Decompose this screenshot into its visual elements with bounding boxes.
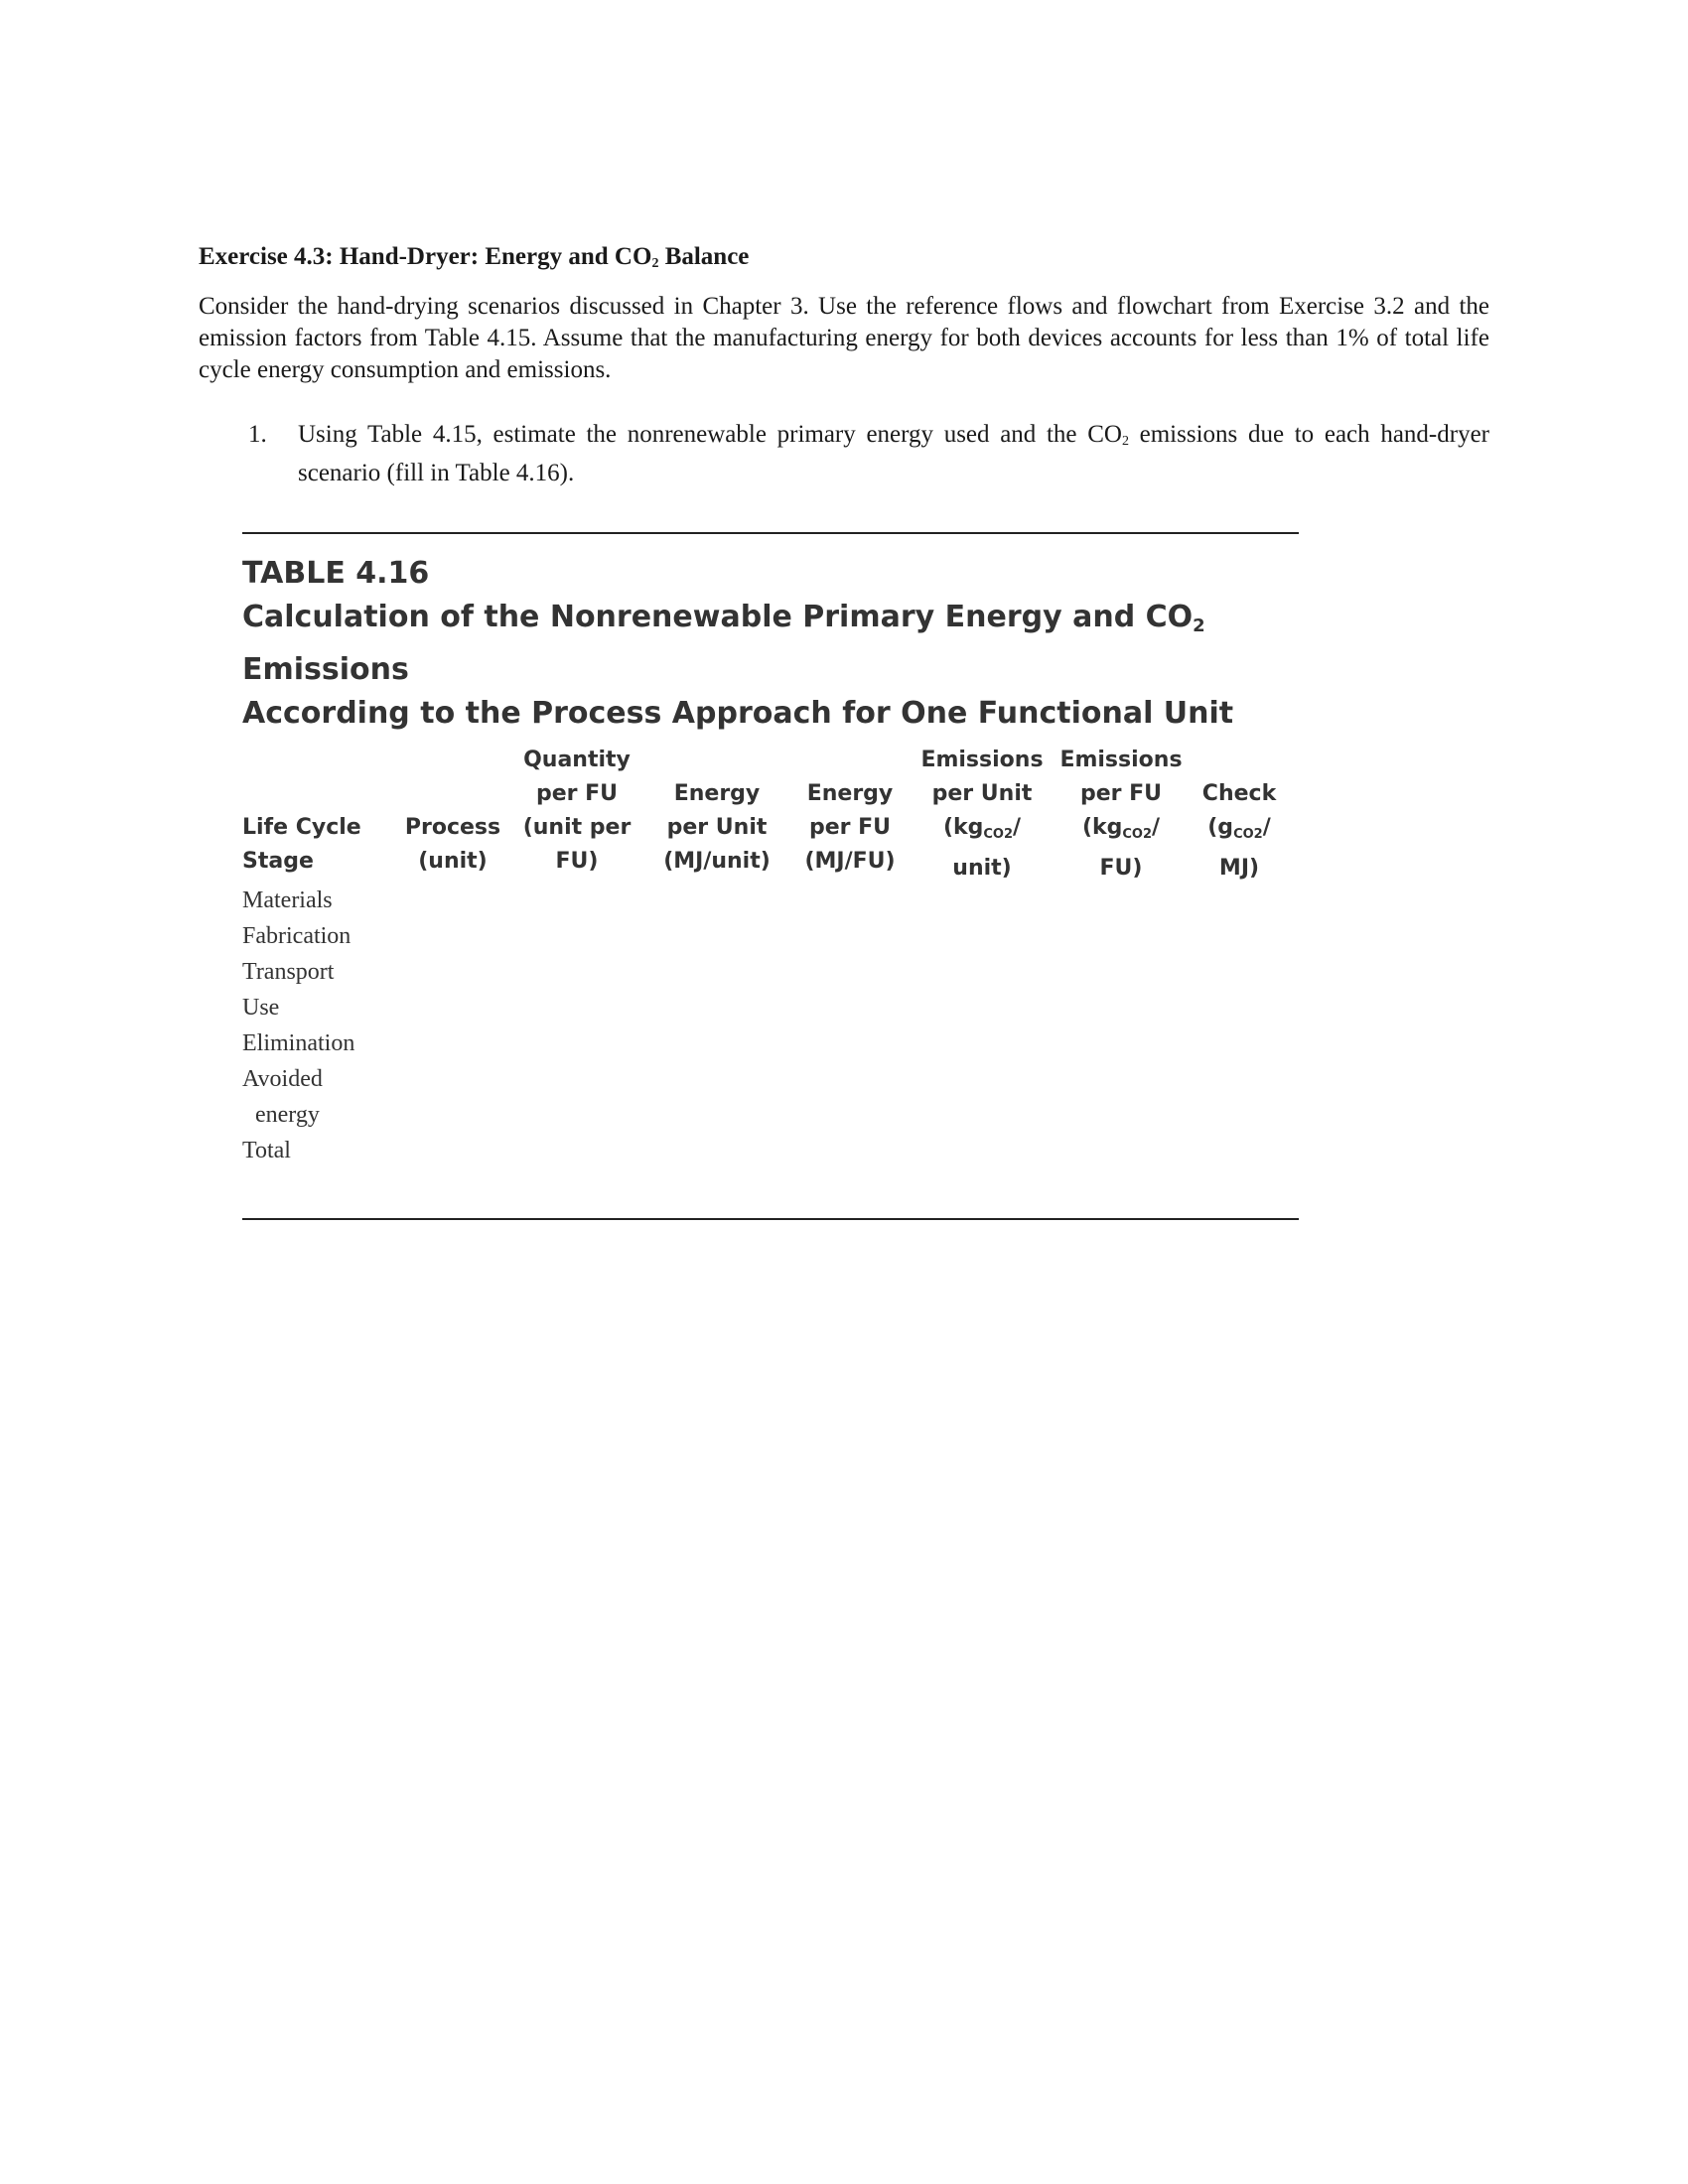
question-1: 1. Using Table 4.15, estimate the nonrenewable primary energy used and the $CO_2$ emissions due to each hand-dryer scenario (fill in Table 4.16). bbox=[248, 421, 1490, 486]
stage-transport: Transport bbox=[242, 959, 335, 985]
exercise-intro: Consider the hand-drying scenarios discussed in Chapter 3. Use the reference flows and flowchart from Exercise 3.2 and the emission factors from Table 4.15. Assume that the manufacturing energy for both devices accounts for less than 1% of total life cycle energy consumption and emissions. bbox=[199, 293, 1489, 383]
table-top-rule bbox=[242, 532, 1299, 534]
stage-total: Total bbox=[242, 1138, 291, 1163]
question-number: 1. bbox=[248, 421, 267, 448]
table-label: TABLE 4.16 bbox=[242, 556, 430, 591]
stage-materials: Materials bbox=[242, 887, 333, 913]
exercise-section bbox=[199, 242, 1489, 489]
header-quantity: Quantity per FU (unit per FU) bbox=[522, 748, 632, 874]
table-caption-line2: According to the Process Approach for One Functional Unit bbox=[242, 696, 1234, 731]
table-bottom-rule bbox=[242, 1218, 1299, 1220]
stage-avoided-energy: energy bbox=[255, 1102, 320, 1128]
table-4-16 bbox=[242, 532, 1299, 1220]
exercise-title: Exercise 4.3: Hand-Dryer: Energy and $CO_2$ Balance bbox=[199, 243, 750, 271]
header-life-cycle-stage: Life Cycle Stage bbox=[242, 815, 361, 874]
header-emissions-per-fu: Emissions per FU ($kg_{CO2}/$ FU) bbox=[1059, 748, 1183, 881]
header-emissions-per-unit: Emissions per Unit ($kg_{CO2}/$ unit) bbox=[920, 748, 1044, 881]
table-caption-line1: Calculation of the Nonrenewable Primary Energy and $CO_2$ Emissions bbox=[242, 600, 1205, 687]
stage-elimination: Elimination bbox=[242, 1030, 355, 1056]
stage-avoided: Avoided bbox=[242, 1066, 323, 1092]
stage-fabrication: Fabrication bbox=[242, 923, 352, 949]
header-energy-per-unit: Energy per Unit (MJ/unit) bbox=[663, 781, 771, 874]
stage-list bbox=[242, 883, 354, 1168]
stage-use: Use bbox=[242, 995, 280, 1021]
header-energy-per-fu: Energy per FU (MJ/FU) bbox=[804, 781, 896, 874]
table-caption bbox=[242, 596, 1299, 736]
header-check: Check ($g_{CO2}/$ MJ) bbox=[1201, 781, 1277, 881]
table-grid bbox=[242, 744, 1299, 1218]
header-process: Process (unit) bbox=[404, 815, 501, 874]
